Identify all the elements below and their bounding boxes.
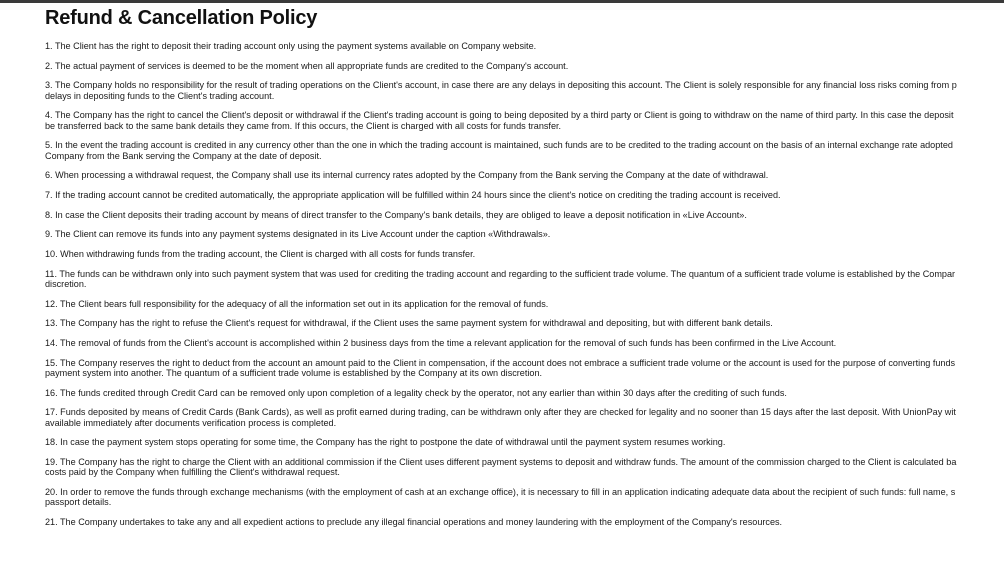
policy-page (45, 6, 1004, 537)
policy-item-8: 8. In case the Client deposits their trading account by means of direct transfer to the Company's bank details, they are obliged to leave a deposit notification in «Live Account». (45, 209, 747, 220)
policy-item-17: 17. Funds deposited by means of Credit Cards (Bank Cards), as well as profit earned during trading, can be withdrawn only after they are checked for legality and no sooner than 15 days after the last deposit. With UnionPay wit available immediately after documents verification process is completed. (45, 407, 956, 428)
policy-item-10: 10. When withdrawing funds from the trading account, the Client is charged with all costs for funds transfer. (45, 249, 476, 260)
policy-item-7: 7. If the trading account cannot be credited automatically, the appropriate application will be fulfilled within 24 hours since the client's notice on crediting the trading account is received. (45, 190, 781, 201)
policy-item-21: 21. The Company undertakes to take any and all expedient actions to preclude any illegal financial operations and money laundering with the employment of the Company's resources. (45, 517, 783, 528)
policy-item-9: 9. The Client can remove its funds into any payment systems designated in its Live Account under the caption «Withdrawals». (45, 229, 551, 240)
page-title: Refund & Cancellation Policy (45, 7, 318, 29)
policy-item-1: 1. The Client has the right to deposit their trading account only using the payment systems available on Company website. (45, 41, 537, 51)
policy-list (45, 41, 1004, 527)
policy-item-3: 3. The Company holds no responsibility for the result of trading operations on the Client's account, in case there are any delays in depositing this account. The Client is solely responsible for any financial loss risks coming from p delays in depositing funds to the Client's trading account. (45, 80, 957, 101)
policy-item-15: 15. The Company reserves the right to deduct from the account an amount paid to the Client in compensation, if the account does not embrace a sufficient trade volume or the account is used for the purpose of converting funds payment system into another. The quantum of a sufficient trade volume is established by the Company at its own discretion. (45, 357, 956, 379)
policy-item-20: 20. In order to remove the funds through exchange mechanisms (with the employment of cash at an exchange office), it is necessary to fill in an application indicating adequate data about the recipient of such funds: full name, s passport details. (45, 487, 956, 508)
policy-item-18: 18. In case the payment system stops operating for some time, the Company has the right to postpone the date of withdrawal until the payment system resumes working. (45, 437, 726, 448)
policy-item-13: 13. The Company has the right to refuse the Client's request for withdrawal, if the Client uses the same payment system for withdrawal and depositing, but with different bank details. (45, 318, 773, 329)
policy-item-14: 14. The removal of funds from the Client's account is accomplished within 2 business days from the time a relevant application for the removal of such funds has been confirmed in the Live Account. (45, 338, 837, 349)
policy-item-5: 5. In the event the trading account is credited in any currency other than the one in which the trading account is maintained, such funds are to be credited to the trading account on the basis of an internal exchange rate adopted Company from the Bank serving the Company at the date of deposit. (45, 140, 953, 161)
policy-item-11: 11. The funds can be withdrawn only into such payment system that was used for crediting the trading account and regarding to the sufficient trade volume. The quantum of a sufficient trade volume is established by the Compar discretion. (45, 268, 956, 290)
top-border (0, 0, 1004, 3)
policy-item-2: 2. The actual payment of services is deemed to be the moment when all appropriate funds are credited to the Company's account. (45, 60, 569, 71)
policy-item-19: 19. The Company has the right to charge the Client with an additional commission if the Client uses different payment systems to deposit and withdraw funds. The amount of the commission charged to the Client is calculated ba costs paid by the Company when fulfilling the Client's withdrawal request. (45, 457, 957, 478)
policy-item-16: 16. The funds credited through Credit Card can be removed only upon completion of a legality check by the operator, not any earlier than within 30 days after the crediting of such funds. (45, 387, 787, 398)
policy-item-6: 6. When processing a withdrawal request, the Company shall use its internal currency rates adopted by the Company from the Bank serving the Company at the date of withdrawal. (45, 170, 769, 181)
policy-item-4: 4. The Company has the right to cancel the Client's deposit or withdrawal if the Client's trading account is going to being deposited by a third party or Client is going to withdraw on the name of third party. In this case the deposit be transferred back to the same bank details they came from. If this occurs, the Client is charged with all costs for funds transfer. (45, 110, 954, 131)
policy-item-12: 12. The Client bears full responsibility for the adequacy of all the information set out in its application for the removal of funds. (45, 298, 549, 309)
